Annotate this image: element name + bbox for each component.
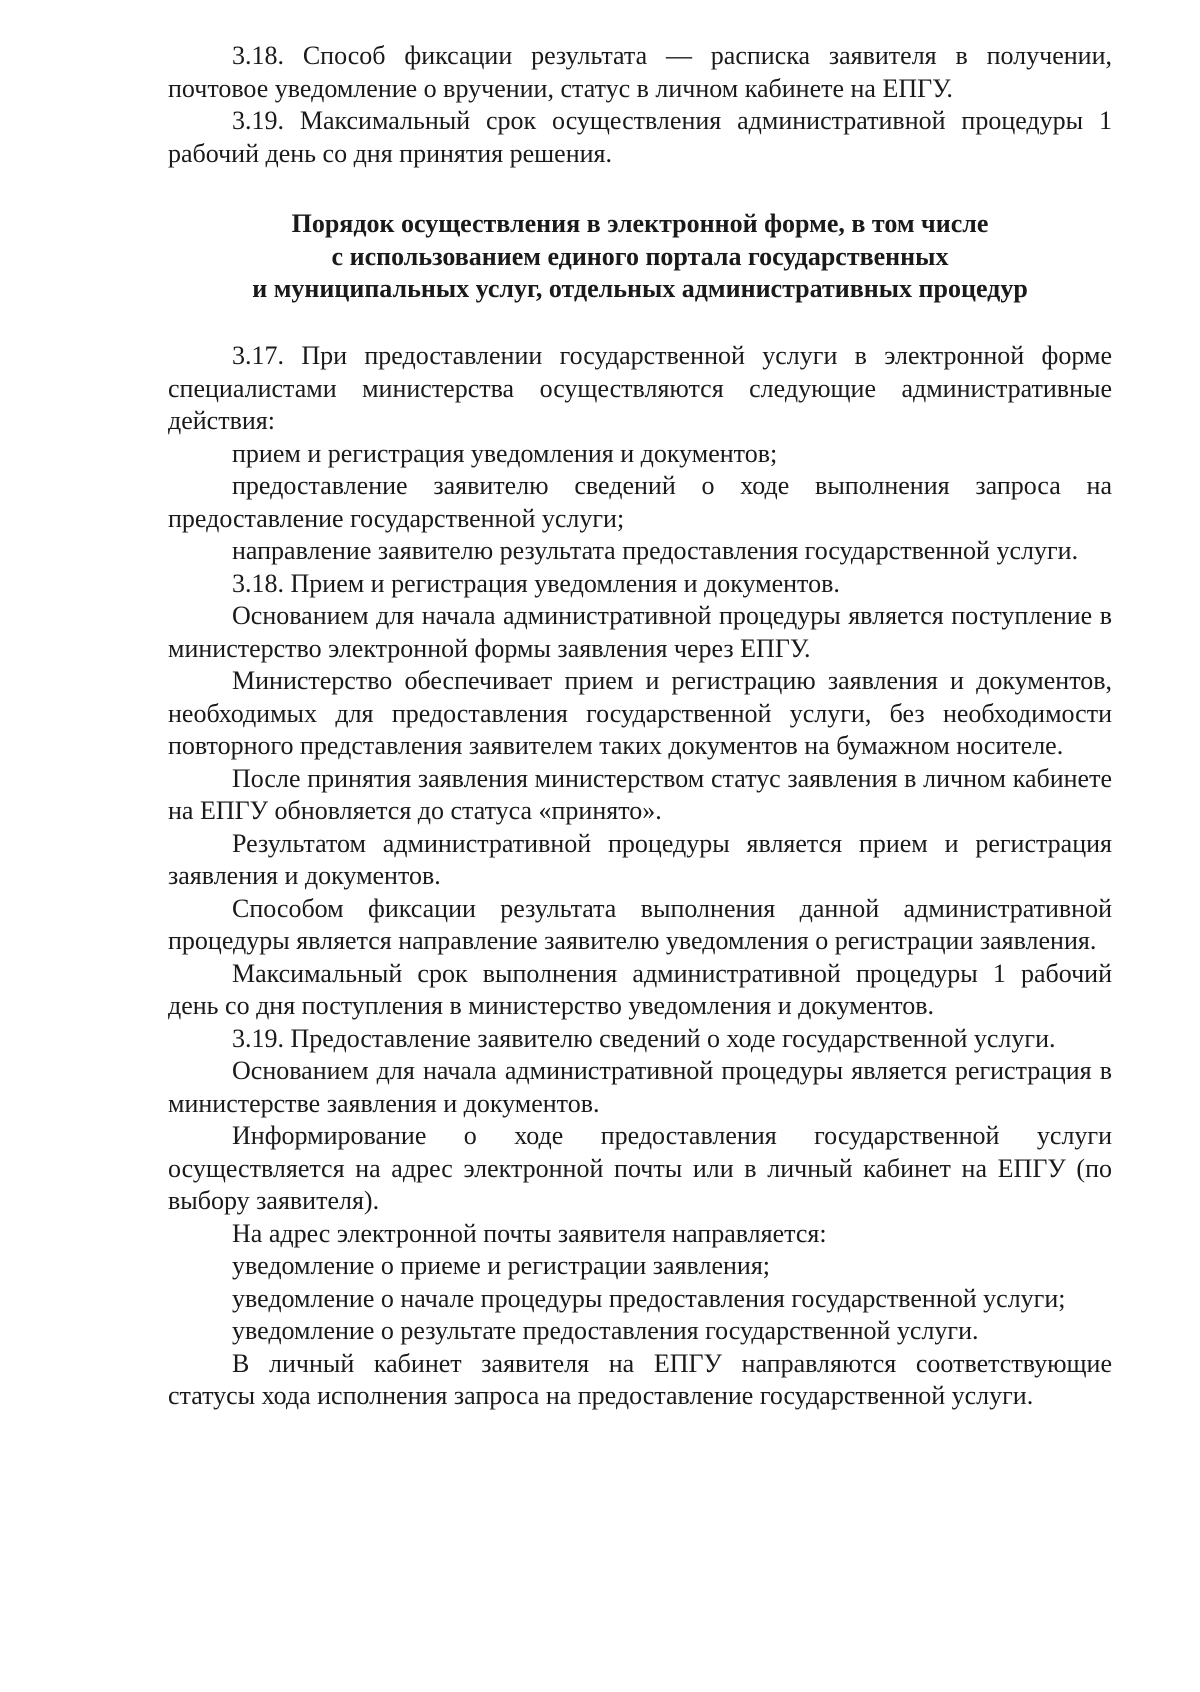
paragraph: Максимальный срок выполнения административной процедуры 1 рабочий день со дня поступления в министерство уведомления и документов. <box>168 958 1112 1020</box>
paragraph-3-18-fixation: 3.18. Способ фиксации результата — расписка заявителя в получении, почтовое уведомление о вручении, статус в личном кабинете на ЕПГУ. <box>168 41 1112 103</box>
paragraph: Информирование о ходе предоставления государственной услуги осуществляется на адрес электронной почты или в личный кабинет на ЕПГУ (по выбору заявителя). <box>168 1121 1112 1215</box>
paragraph: 3.18. Прием и регистрация уведомления и документов. <box>232 568 840 598</box>
paragraph: уведомление о результате предоставления государственной услуги. <box>232 1316 979 1345</box>
paragraph: В личный кабинет заявителя на ЕПГУ направляются соответствующие статусы хода исполнения запроса на предоставление государственной услуги. <box>168 1348 1112 1410</box>
paragraph: Основанием для начала административной процедуры является регистрация в министерстве заявления и документов. <box>168 1056 1112 1118</box>
paragraph: Результатом административной процедуры является прием и регистрация заявления и документов. <box>168 828 1112 890</box>
paragraph: 3.17. При предоставлении государственной услуги в электронной форме специалистами министерства осуществляются следующие административные действия: <box>168 341 1112 435</box>
paragraph: После принятия заявления министерством статус заявления в личном кабинете на ЕПГУ обновляется до статуса «принято». <box>168 763 1112 825</box>
paragraph: предоставление заявителю сведений о ходе выполнения запроса на предоставление государственной услуги; <box>168 471 1112 533</box>
paragraph: Основанием для начала административной процедуры является поступление в министерство электронной формы заявления через ЕПГУ. <box>168 601 1112 663</box>
heading-line-1: Порядок осуществления в электронной форме, в том числе <box>291 209 989 238</box>
paragraph-3-19-deadline: 3.19. Максимальный срок осуществления административной процедуры 1 рабочий день со дня принятия решения. <box>168 106 1112 168</box>
paragraph: Министерство обеспечивает прием и регистрацию заявления и документов, необходимых для предоставления государственной услуги, без необходимости повторного представления заявителем таких документов на бумажном носителе. <box>168 666 1112 760</box>
paragraph: уведомление о начале процедуры предоставления государственной услуги; <box>232 1283 1066 1313</box>
paragraph: Способом фиксации результата выполнения данной административной процедуры является направление заявителю уведомления о регистрации заявления. <box>168 893 1112 955</box>
heading-line-3: и муниципальных услуг, отдельных административных процедур <box>252 274 1028 303</box>
main-paragraphs <box>168 340 1112 1413</box>
heading-line-2: с использованием единого портала государственных <box>331 241 949 271</box>
section-heading <box>168 208 1112 306</box>
paragraph: направление заявителю результата предоставления государственной услуги. <box>232 536 1079 565</box>
paragraph: 3.19. Предоставление заявителю сведений о ходе государственной услуги. <box>232 1023 1056 1053</box>
paragraph: На адрес электронной почты заявителя направляется: <box>232 1218 827 1248</box>
paragraph: прием и регистрация уведомления и документов; <box>232 438 778 468</box>
top-paragraphs <box>168 40 1112 170</box>
paragraph: уведомление о приеме и регистрации заявления; <box>232 1251 771 1280</box>
